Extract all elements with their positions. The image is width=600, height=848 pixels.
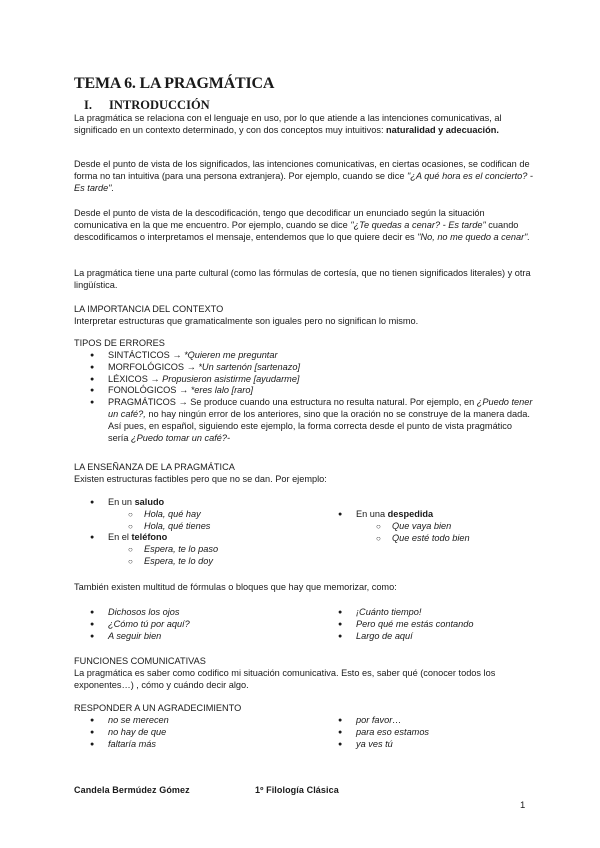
list-item: ○ Espera, te lo doy — [108, 556, 324, 568]
teaching-heading: LA ENSEÑANZA DE LA PRAGMÁTICA — [74, 462, 235, 472]
document-title: TEMA 6. LA PRAGMÁTICA — [74, 75, 275, 92]
list-item — [74, 397, 534, 444]
error-label: FONOLÓGICOS — [108, 385, 177, 396]
functions-heading: FUNCIONES COMUNICATIVAS — [74, 656, 206, 666]
section-title: INTRODUCCIÓN — [109, 98, 210, 112]
pragmatic-text-b: no hay ningún error de los anteriores, sino que la oración no se construye de la manera dada. Así pues, en español, siguiendo este ejemplo, la forma correcta desde el punto de vista pragmático sería — [108, 408, 530, 443]
context-prefix: En un — [108, 497, 135, 507]
list-item: ● A seguir bien — [74, 631, 324, 643]
arrow-icon: → — [147, 373, 163, 384]
footer-author: Candela Bermúdez Gómez — [74, 785, 190, 795]
list-item — [322, 509, 542, 544]
error-example: Propusieron asistirme [ayudarme] — [162, 373, 300, 384]
teaching-text: Existen estructuras factibles pero que no se dan. Por ejemplo: — [74, 474, 327, 484]
context-prefix: En el — [108, 532, 132, 543]
list-item — [74, 350, 534, 362]
context-keyword: teléfono — [131, 532, 168, 543]
context-keyword: despedida — [387, 509, 434, 519]
context-heading: LA IMPORTANCIA DEL CONTEXTO — [74, 304, 224, 314]
list-item: ● faltaría más — [74, 739, 324, 751]
error-label: SINTÁCTICOS — [108, 350, 170, 360]
list-item — [74, 532, 324, 567]
pragmatic-italic-a: ¿Puedo tener un café?, — [108, 397, 533, 419]
intro-p2-italic: "¿A qué hora es el concierto? - Es tarde". — [74, 170, 533, 193]
list-item: ● por favor… — [322, 715, 542, 727]
examples-list — [356, 521, 542, 545]
list-item — [74, 385, 534, 397]
list-item: ● Largo de aquí — [322, 631, 542, 643]
error-example: *Un sartenón [sartenazo] — [198, 361, 300, 372]
thanks-left-list — [74, 715, 324, 750]
list-item: ● ¿Cómo tú por aquí? — [74, 619, 324, 631]
list-item: ○ Hola, qué tienes — [108, 521, 324, 533]
examples-list — [108, 509, 324, 533]
intro-p1-bold: naturalidad y adecuación. — [386, 124, 499, 135]
intro-p2-text: Desde el punto de vista de los significados, las intenciones comunicativas, en ciertas ocasiones, se codifican de forma no tan intuitiva (para una persona extranjera). Por ejemplo, cuando se dice — [74, 159, 530, 181]
list-item: ● no hay de que — [74, 727, 324, 739]
context-prefix: En una — [356, 509, 388, 519]
list-item: ○ Que vaya bien — [356, 521, 542, 533]
pragmatic-italic-b: ¿Puedo tomar un café?- — [130, 432, 231, 443]
error-label: MORFOLÓGICOS — [108, 361, 185, 372]
errors-list — [74, 350, 534, 444]
list-item: ● ¡Cuánto tiempo! — [322, 607, 542, 619]
intro-paragraph-4: La pragmática tiene una parte cultural (como las fórmulas de cortesía, que no tienen significados literales) y otra lingüística. — [74, 268, 531, 290]
arrow-icon: → — [169, 350, 185, 360]
intro-p1-text: La pragmática se relaciona con el lenguaje en uso, por lo que atiende a las intenciones comunicativas, al significado en un contexto determinado, y con dos conceptos muy intuitivos: — [74, 113, 502, 135]
list-item: ● Pero qué me estás contando — [322, 619, 542, 631]
intro-p3-italic-b: "No, no me quedo a cenar". — [417, 231, 530, 242]
intro-p3-italic-a: "¿Te quedas a cenar? - Es tarde" — [350, 219, 486, 230]
teaching-left-list — [74, 497, 324, 568]
page-number: 1 — [520, 800, 526, 811]
section-heading — [84, 97, 210, 113]
intro-paragraph-2 — [74, 159, 534, 194]
list-item: ○ Que esté todo bien — [356, 533, 542, 545]
arrow-icon: → — [176, 385, 191, 396]
list-item: ● Dichosos los ojos — [74, 607, 324, 619]
formulas-right-list — [322, 607, 542, 642]
list-item: ● ya ves tú — [322, 739, 542, 751]
context-keyword: saludo — [134, 497, 165, 507]
context-text: Interpretar estructuras que gramaticalmente son iguales pero no significan lo mismo. — [74, 316, 419, 326]
error-example: *Quieren me preguntar — [184, 350, 278, 360]
intro-p3-text-a: Desde el punto de vista de la descodificación, tengo que decodificar un enunciado según la situación comunicativa en la que me encuentro. Por ejemplo, cuando se dice — [74, 208, 485, 230]
list-item: ● para eso estamos — [322, 727, 542, 739]
list-item: ○ Espera, te lo paso — [108, 544, 324, 556]
formulas-left-list — [74, 607, 324, 642]
list-item — [74, 374, 534, 386]
intro-paragraph-3 — [74, 208, 534, 243]
section-number: I. — [84, 98, 92, 112]
thanks-heading: RESPONDER A UN AGRADECIMIENTO — [74, 703, 242, 713]
functions-text: La pragmática es saber como codifico mi situación comunicativa. Esto es, saber qué (conocer todos los exponentes…) , cómo y cuándo decir algo. — [74, 668, 496, 690]
pragmatic-text-a: Se produce cuando una estructura no resulta natural. Por ejemplo, en — [190, 397, 477, 408]
error-example: *eres lalo [raro] — [190, 385, 254, 396]
thanks-right-list — [322, 715, 542, 750]
examples-list — [108, 544, 324, 568]
list-item — [74, 497, 324, 532]
error-label: PRAGMÁTICOS — [108, 397, 176, 408]
list-item: ● no se merecen — [74, 715, 324, 727]
list-item — [74, 362, 534, 374]
errors-heading: TIPOS DE ERRORES — [74, 338, 165, 348]
teaching-right-list — [322, 509, 542, 544]
list-item: ○ Hola, qué hay — [108, 509, 324, 521]
intro-p3-text-b: cuando descodificamos o interpretamos el mensaje, entendemos que lo que quiere decir es — [74, 219, 519, 242]
error-label: LÉXICOS — [108, 373, 148, 384]
arrow-icon: → — [175, 397, 191, 408]
arrow-icon: → — [184, 361, 199, 372]
footer-course: 1º Filología Clásica — [255, 785, 339, 795]
formulas-text: También existen multitud de fórmulas o bloques que hay que memorizar, como: — [74, 582, 397, 592]
intro-paragraph-1 — [74, 113, 534, 137]
